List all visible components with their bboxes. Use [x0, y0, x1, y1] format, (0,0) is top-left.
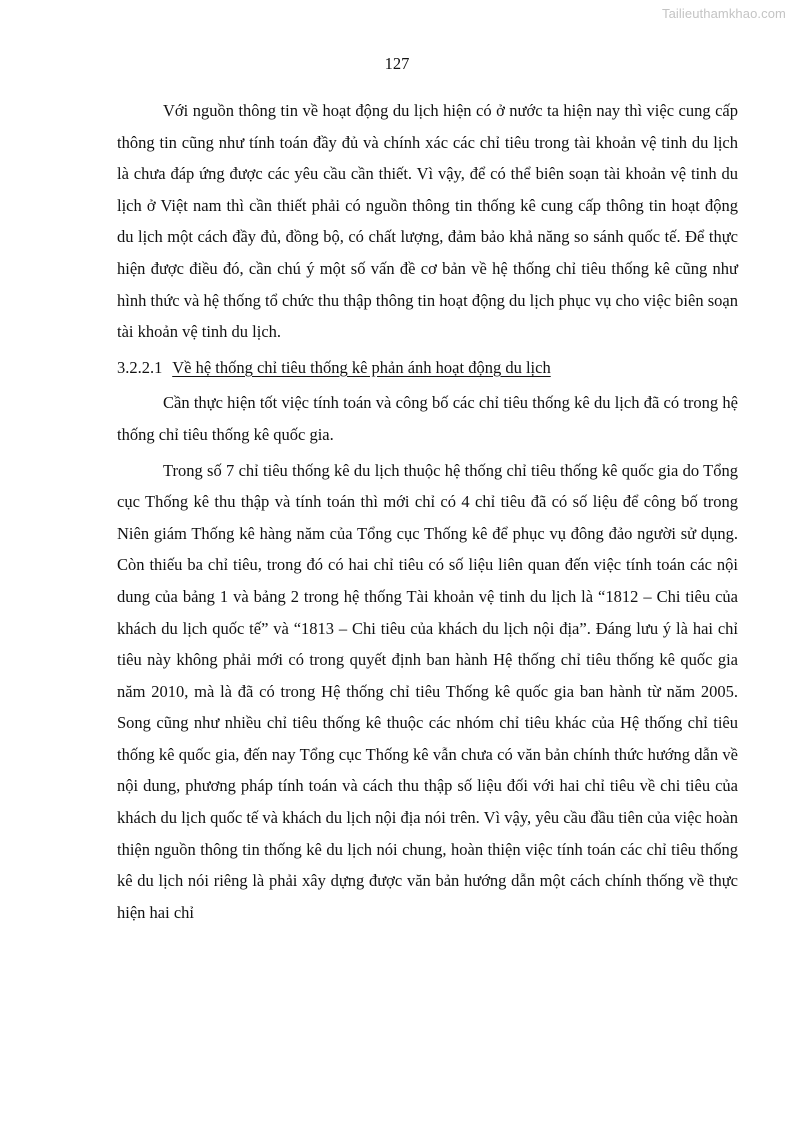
section-title: Về hệ thống chỉ tiêu thống kê phản ánh hoạt động du lịch [172, 357, 551, 377]
document-body [117, 95, 738, 928]
paragraph-requirement: Cần thực hiện tốt việc tính toán và công bố các chỉ tiêu thống kê du lịch đã có trong hệ thống chỉ tiêu thống kê quốc gia. [117, 393, 738, 444]
page-number: 127 [384, 54, 410, 73]
section-number: 3.2.2.1 [117, 357, 163, 377]
watermark-text: Tailieuthamkhao.com [661, 6, 786, 21]
paragraph-intro: Với nguồn thông tin về hoạt động du lịch hiện có ở nước ta hiện nay thì việc cung cấp thông tin cũng như tính toán đầy đủ và chính xác các chỉ tiêu trong tài khoản vệ tinh du lịch là chưa đáp ứng được các yêu cầu cần thiết. Vì vậy, để có thể biên soạn tài khoản vệ tinh du lịch ở Việt nam thì cần thiết phải có nguồn thông tin thống kê cung cấp thông tin hoạt động du lịch một cách đầy đủ, đồng bộ, có chất lượng, đảm bảo khả năng so sánh quốc tế. Để thực hiện được điều đó, cần chú ý một số vấn đề cơ bản về hệ thống chỉ tiêu thống kê cũng như hình thức và hệ thống tổ chức thu thập thông tin hoạt động du lịch phục vụ cho việc biên soạn tài khoản vệ tinh du lịch. [117, 101, 738, 342]
paragraph-indicators: Trong số 7 chỉ tiêu thống kê du lịch thuộc hệ thống chỉ tiêu thống kê quốc gia do Tổng cục Thống kê thu thập và tính toán thì mới chỉ có 4 chỉ tiêu đã có số liệu để công bố trong Niên giám Thống kê hàng năm của Tổng cục Thống kê để phục vụ đông đảo người sử dụng. Còn thiếu ba chỉ tiêu, trong đó có hai chỉ tiêu có số liệu liên quan đến việc tính toán các nội dung của bảng 1 và bảng 2 trong hệ thống Tài khoản vệ tinh du lịch là “1812 – Chi tiêu của khách du lịch quốc tế” và “1813 – Chi tiêu của khách du lịch nội địa”. Đáng lưu ý là hai chỉ tiêu này không phải mới có trong quyết định ban hành Hệ thống chỉ tiêu thống kê quốc gia năm 2010, mà là đã có trong Hệ thống chỉ tiêu Thống kê quốc gia ban hành từ năm 2005. Song cũng như nhiều chỉ tiêu thống kê thuộc các nhóm chỉ tiêu khác của Hệ thống chỉ tiêu thống kê quốc gia, đến nay Tổng cục Thống kê vẫn chưa có văn bản chính thức hướng dẫn về nội dung, phương pháp tính toán và cách thu thập số liệu đối với hai chỉ tiêu về chi tiêu của khách du lịch quốc tế và khách du lịch nội địa nói trên. Vì vậy, yêu cầu đầu tiên của việc hoàn thiện nguồn thông tin thống kê du lịch nói chung, hoàn thiện việc tính toán các chỉ tiêu thống kê du lịch nói riêng là phải xây dựng được văn bản hướng dẫn một cách chính thống về thực hiện hai chỉ [117, 460, 738, 922]
section-heading [117, 352, 738, 384]
